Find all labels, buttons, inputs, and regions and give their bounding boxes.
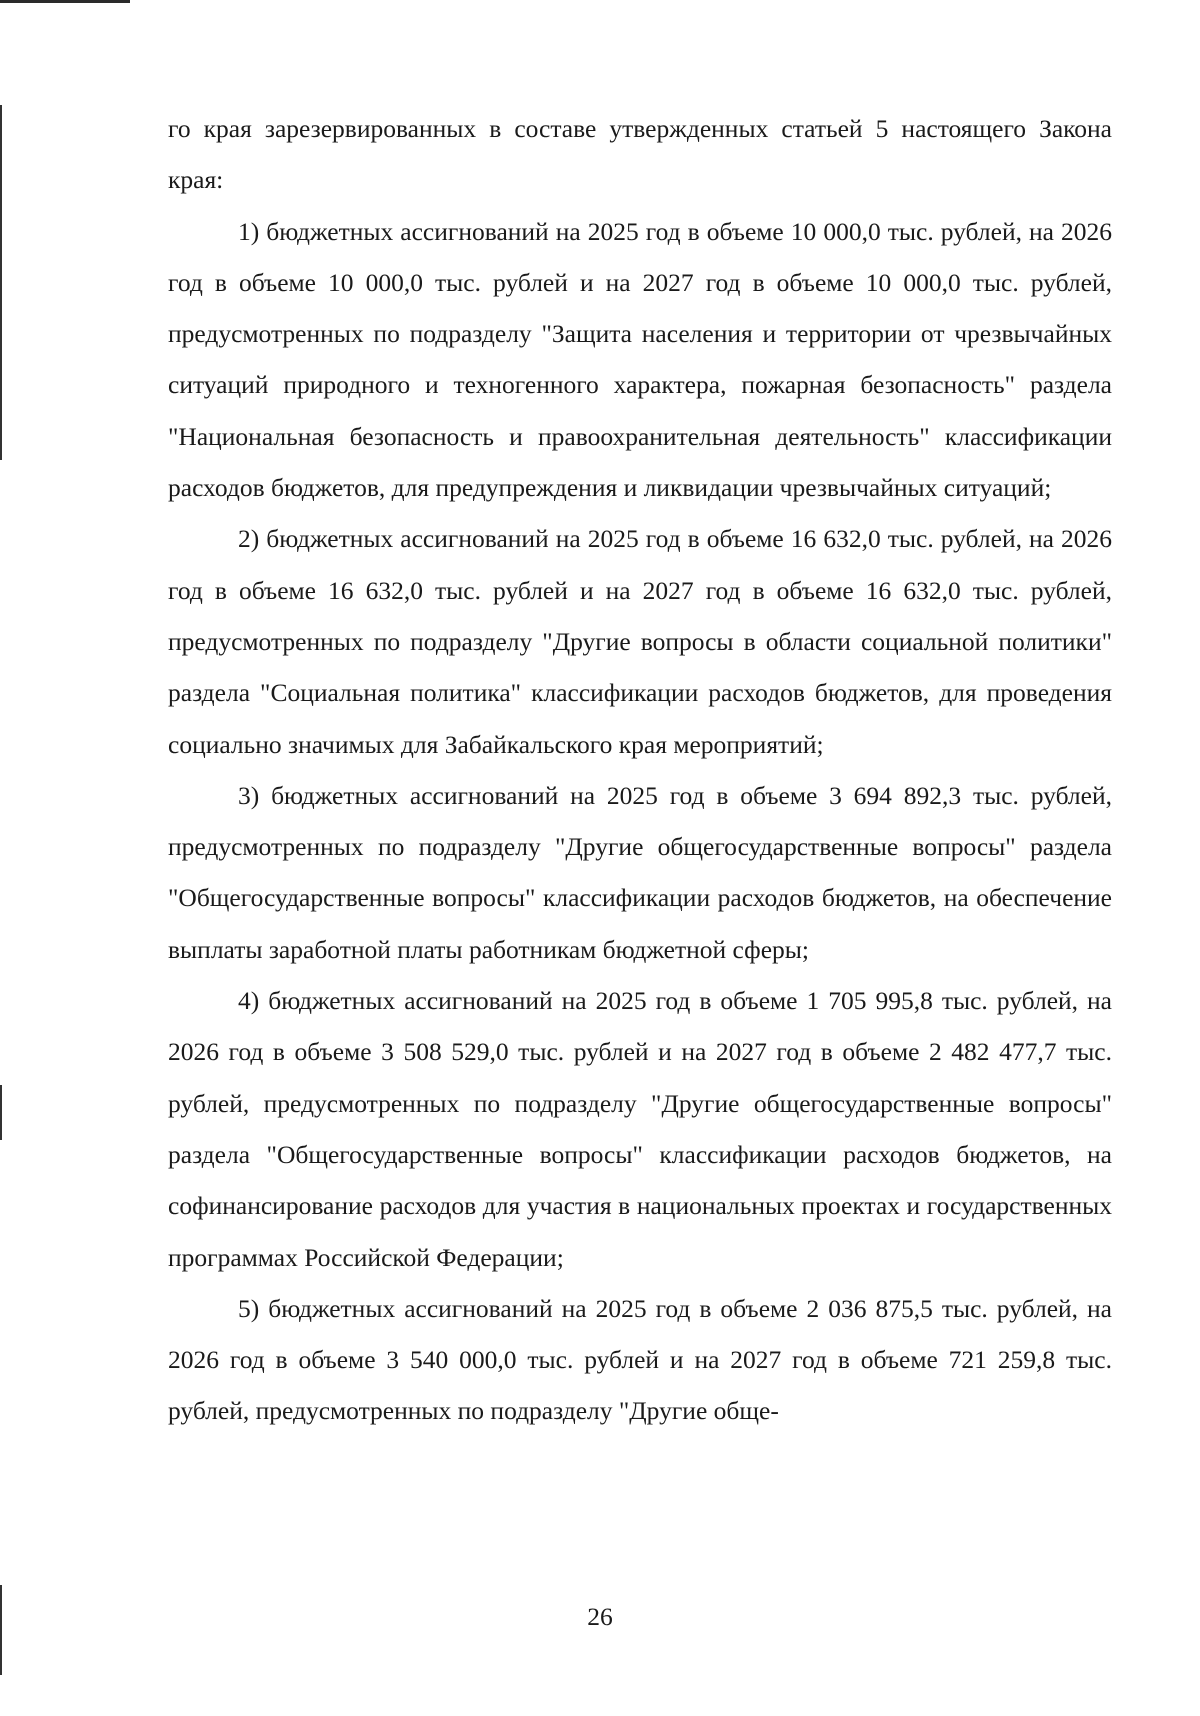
paragraph-item-4: 4) бюджетных ассигнований на 2025 год в объеме 1 705 995,8 тыс. рублей, на 2026 год в объеме 3 508 529,0 тыс. рублей и на 2027 год в объеме 2 482 477,7 тыс. рублей, предусмотренных по подразделу "Другие общегосударственные вопросы" раздела "Общегосударственные вопросы" классификации расходов бюджетов, на софинансирование расходов для участия в национальных проектах и государственных программах Российской Федерации; <box>168 986 1112 1272</box>
paragraph-item-3: 3) бюджетных ассигнований на 2025 год в объеме 3 694 892,3 тыс. рублей, предусмотренных по подразделу "Другие общегосударственные вопросы" раздела "Общегосударственные вопросы" классификации расходов бюджетов, на обеспечение выплаты заработной платы работникам бюджетной сферы; <box>168 780 1112 964</box>
page-number: 26 <box>587 1602 613 1631</box>
paragraph-continuation: го края зарезервированных в составе утвержденных статьей 5 настоящего Закона края: <box>168 114 1112 195</box>
paragraph-item-2: 2) бюджетных ассигнований на 2025 год в объеме 16 632,0 тыс. рублей, на 2026 год в объеме 16 632,0 тыс. рублей и на 2027 год в объеме 16 632,0 тыс. рублей, предусмотренных по подразделу "Другие вопросы в области социальной политики" раздела "Социальная политика" классификации расходов бюджетов, для проведения социально значимых для Забайкальского края мероприятий; <box>168 524 1112 759</box>
document-body <box>168 103 1112 1437</box>
scan-edge-mark <box>0 105 2 460</box>
scan-artifact-top <box>0 0 130 3</box>
paragraph-item-5: 5) бюджетных ассигнований на 2025 год в объеме 2 036 875,5 тыс. рублей, на 2026 год в объеме 3 540 000,0 тыс. рублей и на 2027 год в объеме 721 259,8 тыс. рублей, предусмотренных по подразделу "Другие обще- <box>168 1293 1112 1426</box>
scan-edge-mark <box>0 1085 2 1140</box>
paragraph-item-1: 1) бюджетных ассигнований на 2025 год в объеме 10 000,0 тыс. рублей, на 2026 год в объеме 10 000,0 тыс. рублей и на 2027 год в объеме 10 000,0 тыс. рублей, предусмотренных по подразделу "Защита населения и территории от чрезвычайных ситуаций природного и техногенного характера, пожарная безопасность" раздела "Национальная безопасность и правоохранительная деятельность" классификации расходов бюджетов, для предупреждения и ликвидации чрезвычайных ситуаций; <box>168 216 1112 503</box>
